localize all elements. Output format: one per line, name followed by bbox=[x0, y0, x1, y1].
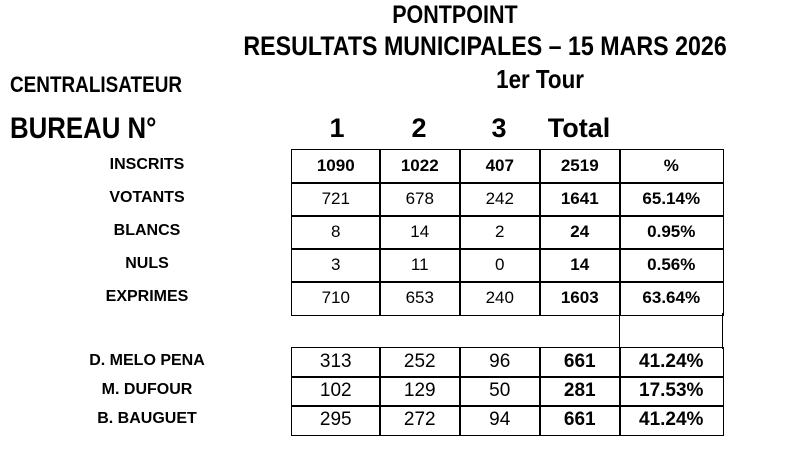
percent-cell: 41.24% bbox=[619, 405, 724, 436]
value-cell: 102 bbox=[291, 376, 381, 407]
total-cell: 661 bbox=[539, 405, 621, 436]
percent-cell: 63.64% bbox=[619, 281, 724, 316]
percent-cell: 17.53% bbox=[619, 376, 724, 407]
row-label: INSCRITS bbox=[109, 155, 185, 173]
value-cell: 252 bbox=[379, 347, 461, 378]
round-label bbox=[440, 64, 640, 95]
percent-cell: 0.95% bbox=[619, 215, 724, 250]
row-label: NULS bbox=[125, 254, 169, 272]
total-cell: 1641 bbox=[539, 182, 621, 217]
value-cell: 0 bbox=[459, 248, 541, 283]
value-cell: 313 bbox=[291, 347, 381, 378]
value-cell: 3 bbox=[291, 248, 381, 283]
total-cell: 661 bbox=[539, 347, 621, 378]
value-cell: 8 bbox=[291, 215, 381, 250]
value-cell: 11 bbox=[379, 248, 461, 283]
percent-cell: 0.56% bbox=[619, 248, 724, 283]
value-cell: 721 bbox=[291, 182, 381, 217]
row-label: EXPRIMES bbox=[105, 287, 189, 305]
value-cell: 240 bbox=[459, 281, 541, 316]
row-label: M. DUFOUR bbox=[101, 380, 193, 398]
value-cell: 94 bbox=[459, 405, 541, 436]
row-label: D. MELO PENA bbox=[89, 351, 205, 369]
column-header-1: 1 bbox=[329, 113, 345, 143]
value-cell: 1090 bbox=[291, 149, 381, 184]
centralisateur-label bbox=[10, 72, 210, 98]
value-cell: 710 bbox=[291, 281, 381, 316]
total-cell: 281 bbox=[539, 376, 621, 407]
column-header-3: 3 bbox=[491, 113, 507, 143]
spacer-cell bbox=[619, 313, 723, 349]
page-subtitle bbox=[180, 31, 790, 62]
percent-cell: 65.14% bbox=[619, 182, 724, 217]
value-cell: 1022 bbox=[379, 149, 461, 184]
value-cell: 50 bbox=[459, 376, 541, 407]
value-cell: 129 bbox=[379, 376, 461, 407]
row-label: VOTANTS bbox=[109, 188, 185, 206]
total-cell: 1603 bbox=[539, 281, 621, 316]
row-label: BLANCS bbox=[113, 221, 181, 239]
bureau-label bbox=[10, 112, 180, 146]
value-cell: 295 bbox=[291, 405, 381, 436]
round-text: 1er Tour bbox=[496, 64, 584, 94]
column-header-total: Total bbox=[547, 113, 611, 143]
column-header-2: 2 bbox=[411, 113, 427, 143]
value-cell: 14 bbox=[379, 215, 461, 250]
value-cell: 272 bbox=[379, 405, 461, 436]
row-label: B. BAUGUET bbox=[97, 409, 197, 427]
value-cell: 678 bbox=[379, 182, 461, 217]
centralisateur-text: CENTRALISATEUR bbox=[10, 72, 183, 97]
value-cell: 407 bbox=[459, 149, 541, 184]
percent-cell: % bbox=[619, 149, 724, 184]
value-cell: 2 bbox=[459, 215, 541, 250]
value-cell: 653 bbox=[379, 281, 461, 316]
value-cell: 242 bbox=[459, 182, 541, 217]
title-text: PONTPOINT bbox=[392, 1, 518, 29]
total-cell: 14 bbox=[539, 248, 621, 283]
page-title bbox=[0, 1, 794, 30]
value-cell: 96 bbox=[459, 347, 541, 378]
total-cell: 2519 bbox=[539, 149, 621, 184]
bureau-text: BUREAU N° bbox=[10, 112, 157, 145]
percent-cell: 41.24% bbox=[619, 347, 724, 378]
subtitle-text: RESULTATS MUNICIPALES – 15 MARS 2026 bbox=[243, 31, 727, 61]
total-cell: 24 bbox=[539, 215, 621, 250]
